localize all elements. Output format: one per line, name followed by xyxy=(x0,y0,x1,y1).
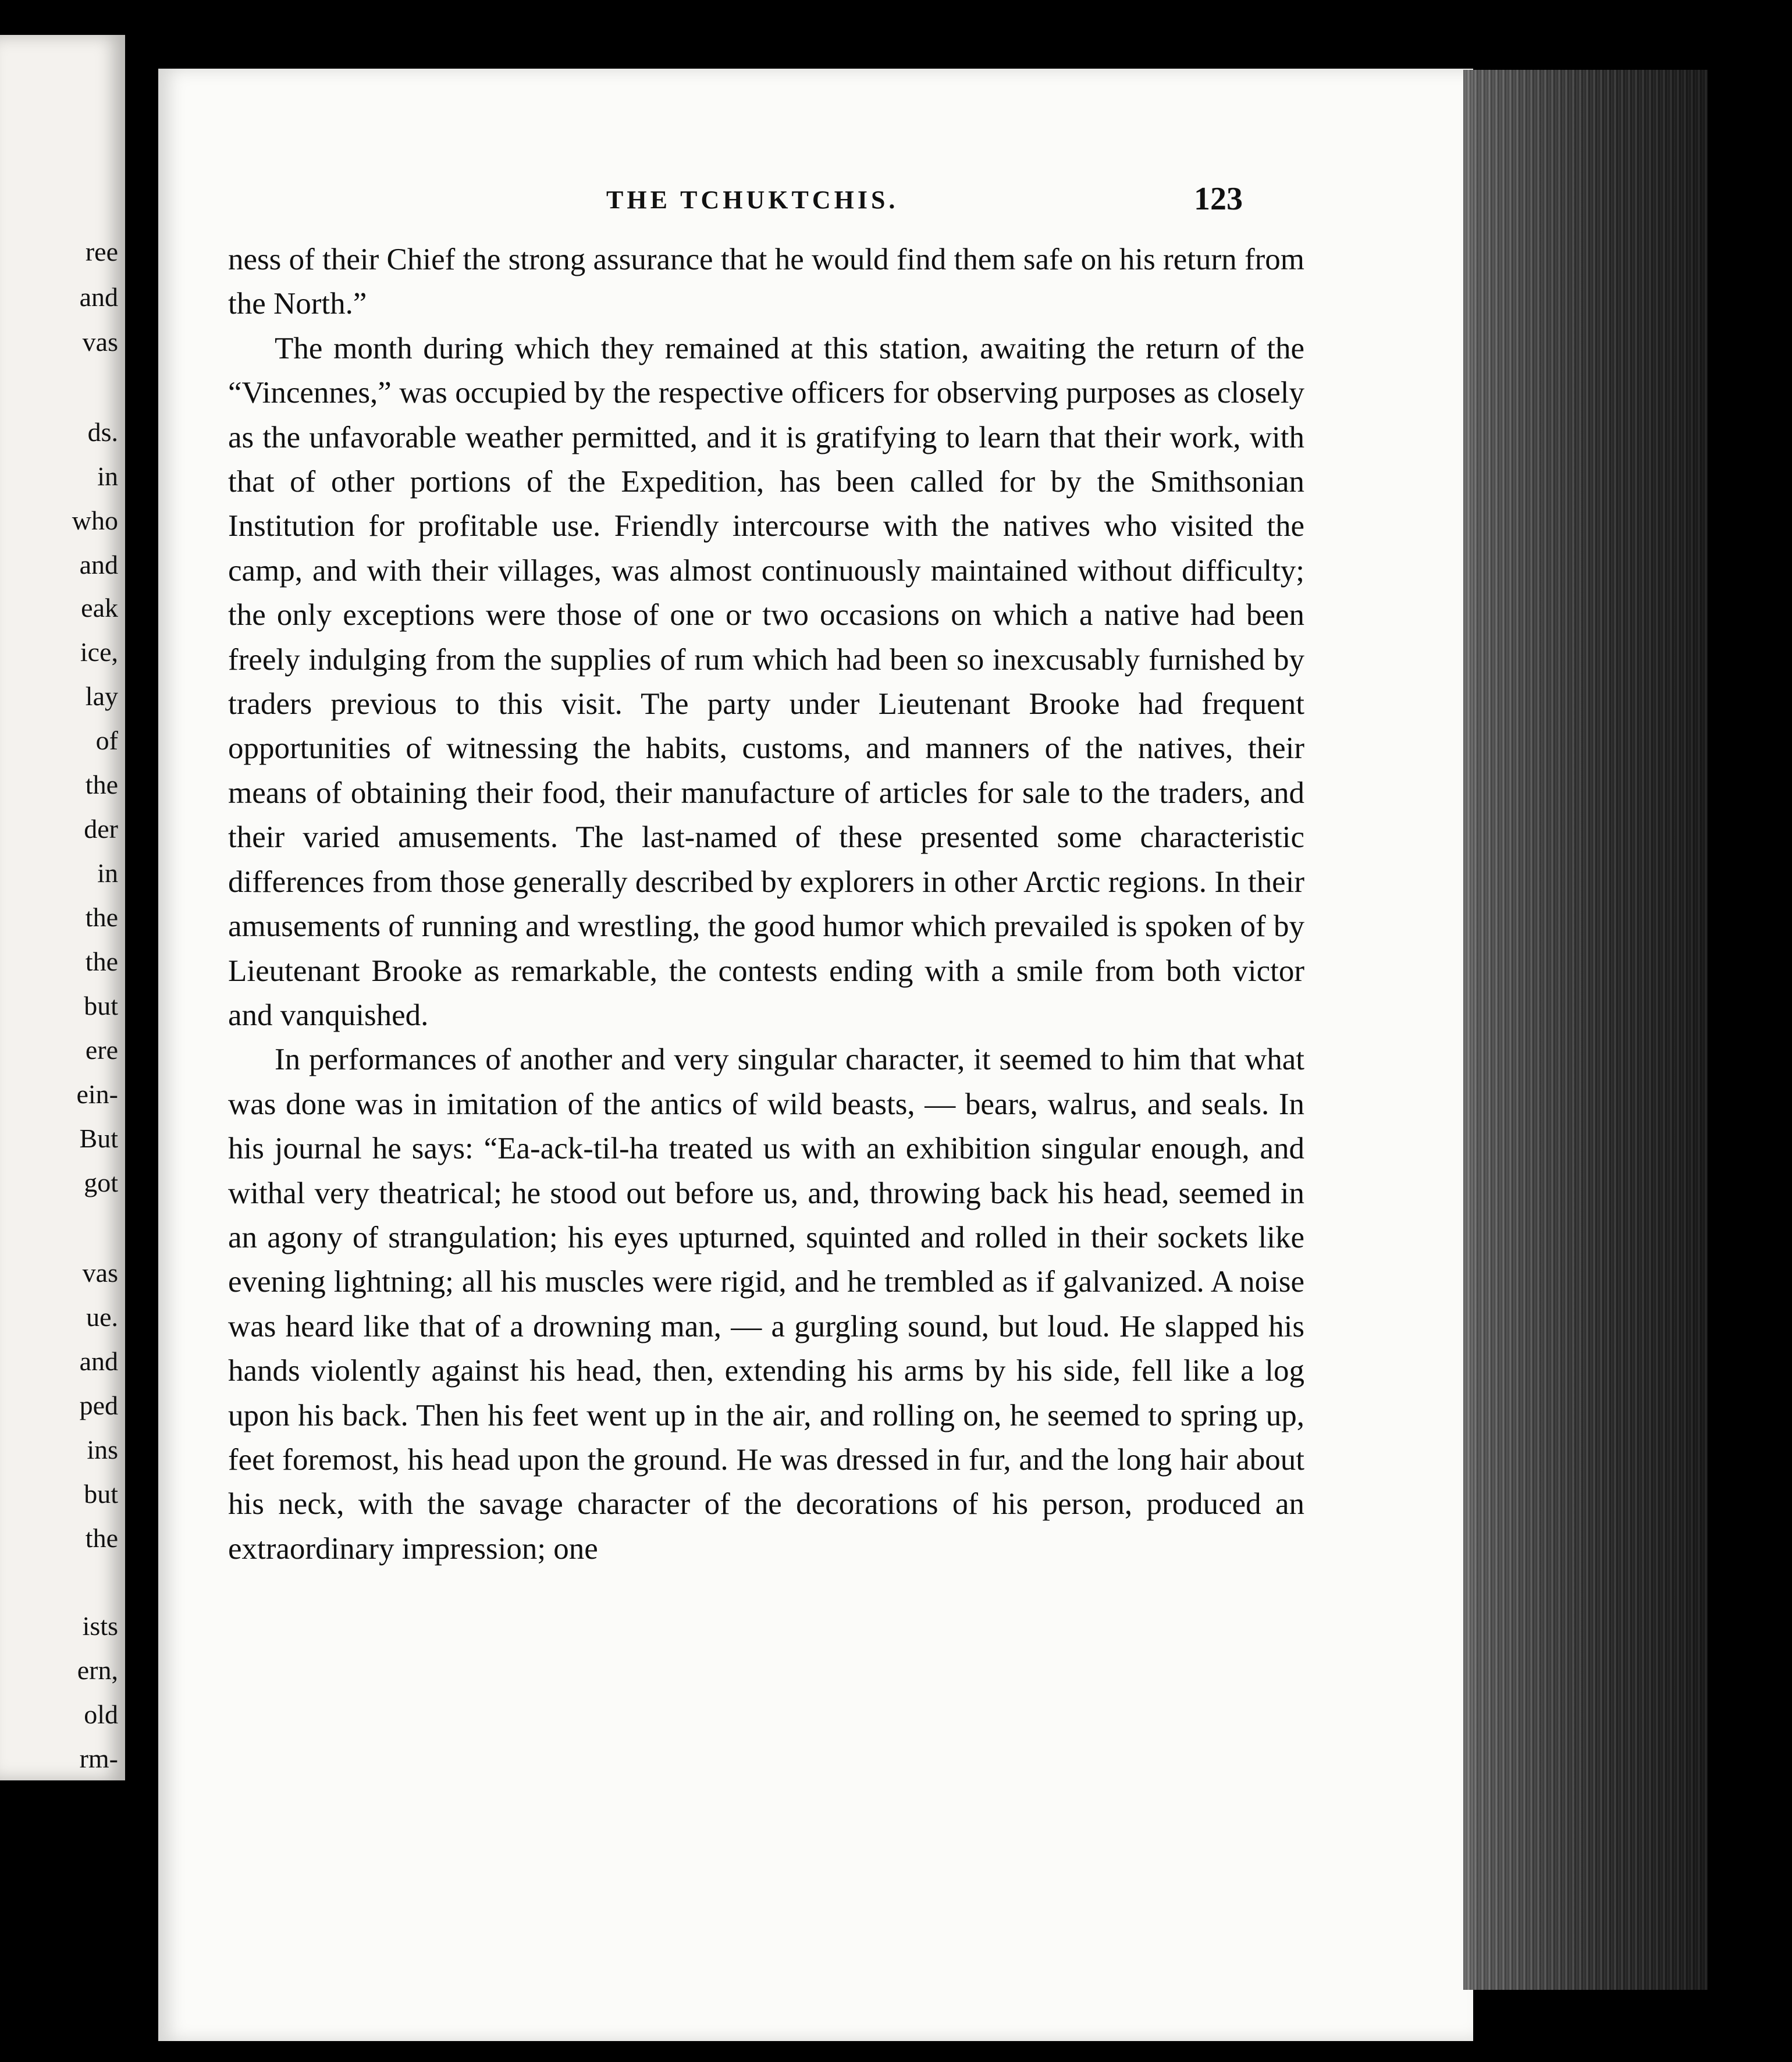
facing-page-fragment: of xyxy=(95,726,118,755)
paragraph: In performances of another and very singular character, it seemed to him that what was done was in imitation of the antics of wild beasts, — bears, walrus, and seals. In his journal he says: “Ea-ack-til-ha treated us with an exhibition singular enough, and withal very theatrical; he stood out before us, and, throwing back his head, seemed in an agony of strangulation; his eyes upturned, squinted and rolled in their sockets like evening lightning; all his muscles were rigid, and he trembled as if galvanized. A noise was heard like that of a drowning man, — a gurgling sound, but loud. He slapped his hands violently against his head, then, extending his arms by his side, fell like a log upon his back. Then his feet went up in the air, and rolling on, he seemed to spring up, feet foremost, his head upon the ground. He was dressed in fur, and the long hair about his neck, with the savage character of the decorations of his person, produced an extraordinary impression; one xyxy=(228,1043,1304,1566)
facing-page-fragment: the xyxy=(85,1523,118,1553)
facing-page-fragment: lay xyxy=(85,681,118,711)
paragraph: The month during which they remained at this station, awaiting the return of the “Vincennes,” was occupied by the respective officers for observing purposes as closely as the unfavorable weather permitted, and it is gratifying to learn that their work, with that of other portions of the Expedition, has been called for by the Smithsonian Institution for profitable use. Friendly intercourse with the natives who visited the camp, and with their villages, was almost continuously maintained without difficulty; the only exceptions were those of one or two occasions on which a native had been freely indulging from the supplies of rum which had been so inexcusably furnished by traders previous to this visit. The party under Lieutenant Brooke had frequent opportunities of witnessing the habits, customs, and manners of the natives, their means of obtaining their food, their manufacture of articles for sale to the traders, and their varied amusements. The last-named of these presented some characteristic differences from those generally described by explorers in other Arctic regions. In their amusements of running and wrestling, the good humor which prevailed is spoken of by Lieutenant Brooke as remarkable, the contests ending with a smile from both victor and vanquished. xyxy=(228,331,1304,1032)
facing-page-fragment: who xyxy=(72,506,118,535)
facing-page-fragment: ists xyxy=(82,1611,118,1641)
facing-page-fragment: ins xyxy=(87,1435,118,1464)
facing-page-fragment: in xyxy=(97,858,118,888)
facing-page-fragment: the xyxy=(85,902,118,932)
facing-page-fragment: old xyxy=(84,1700,118,1729)
paragraph: ness of their Chief the strong assurance that he would find them safe on his return from the North.” xyxy=(228,243,1304,321)
facing-page-fragment: vas xyxy=(82,1258,118,1288)
facing-page-fragment: got xyxy=(84,1168,118,1197)
facing-page-fragment: eak xyxy=(81,593,118,623)
book-fore-edge xyxy=(1463,70,1708,1990)
facing-page-fragment: but xyxy=(84,1479,118,1509)
facing-page-fragment: ein- xyxy=(76,1079,118,1109)
facing-page-fragment: ice, xyxy=(80,637,118,667)
body-text xyxy=(228,237,1304,1571)
facing-page-fragment: vas xyxy=(82,327,118,357)
book-page xyxy=(158,69,1473,2041)
facing-page-fragment: der xyxy=(84,814,118,844)
facing-page-fragment: ere xyxy=(85,1035,118,1065)
facing-page-fragment: in xyxy=(97,461,118,491)
facing-page-fragment: ern, xyxy=(77,1655,118,1685)
page-number: 123 xyxy=(1194,181,1243,217)
facing-page-fragment: But xyxy=(79,1124,118,1153)
facing-page-fragment: ds. xyxy=(87,417,118,447)
facing-page-fragment: rm- xyxy=(79,1744,118,1773)
facing-page-fragment: the xyxy=(85,770,118,799)
facing-page-fragment: and xyxy=(79,282,118,312)
running-head: THE TCHUKTCHIS. xyxy=(606,186,899,214)
facing-page-fragment: but xyxy=(84,991,118,1021)
facing-page-fragment: and xyxy=(79,1346,118,1376)
facing-page xyxy=(0,35,125,1780)
facing-page-fragment: the xyxy=(85,947,118,976)
facing-page-fragment: ree xyxy=(85,237,118,266)
facing-page-fragment: and xyxy=(79,550,118,580)
facing-page-fragment: ped xyxy=(79,1391,118,1420)
facing-page-fragment: ue. xyxy=(86,1302,118,1332)
